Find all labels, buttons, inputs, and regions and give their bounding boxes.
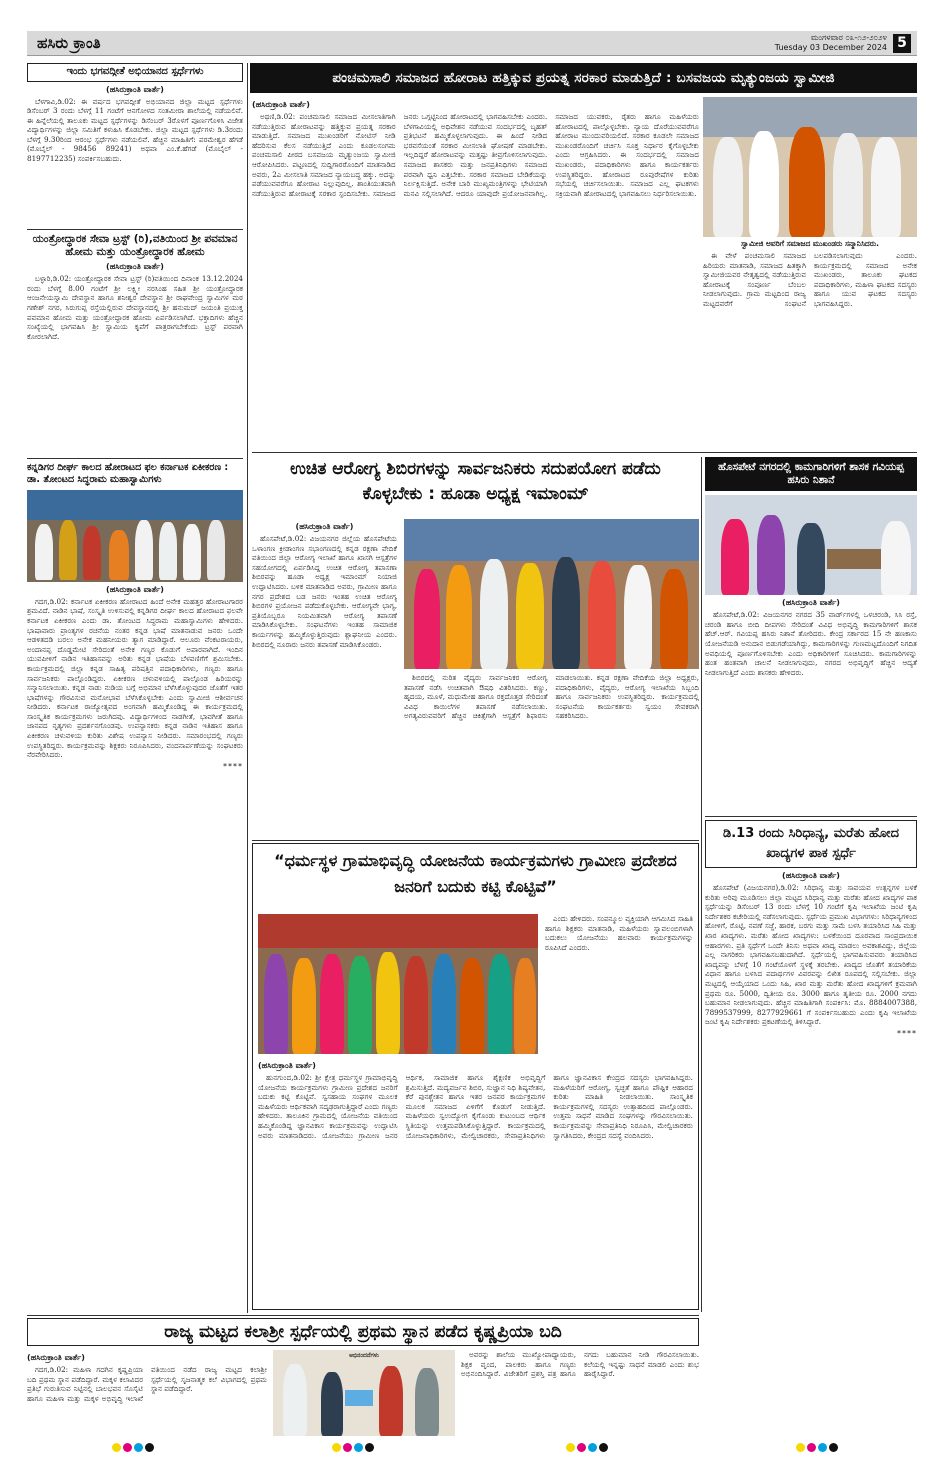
- registration-dot: [566, 1443, 575, 1452]
- photo-caption: ಸ್ವಾಮೀಜಿ ಅವರಿಗೆ ಸಮಾಜದ ಮುಖಂಡರು ಸನ್ಮಾನಿಸಿದರು.: [741, 239, 879, 248]
- person-figure: [833, 133, 863, 237]
- dharmasthala-side-column: [545, 914, 693, 1054]
- hospet-photo: [705, 495, 917, 595]
- article-body: [252, 534, 397, 649]
- person-figure: [376, 952, 400, 1054]
- paragraph: ಹೊಸಪೇಟೆ,ಡಿ.02: ವಿಜಯನಗರ ನಗರದ 35 ವಾರ್ಡ್‌ಗಳಲ್ಲಿ ಒಳಚರಂಡಿ, ಸಿಸಿ ರಸ್ತೆ, ಚರಂಡಿ ಹಾಗೂ ಬೀದಿ ದೀಪಗಳು ಸೇರಿದಂತೆ ವಿವಿಧ ಅಭಿವೃದ್ಧಿ ಕಾಮಗಾರಿಗಳಿಗೆ ಶಾಸಕ ಹೆಚ್.ಆರ್. ಗವಿಯಪ್ಪ ಹಸಿರು ನಿಶಾನೆ ತೋರಿದರು. ಕೇಂದ್ರ ಸರ್ಕಾರದ 15 ನೇ ಹಣಕಾಸು ಯೋಜನೆಯಡಿ ಅನುದಾನ ಬಿಡುಗಡೆಯಾಗಿದ್ದು, ಕಾಮಗಾರಿಗಳನ್ನು ಗುಣಮಟ್ಟದೊಂದಿಗೆ ನಿಗದಿತ ಅವಧಿಯಲ್ಲಿ ಪೂರ್ಣಗೊಳಿಸಬೇಕು ಎಂದು ಅಧಿಕಾರಿಗಳಿಗೆ ಸೂಚಿಸಿದರು. ಕಾಮಗಾರಿಗಳನ್ನು ಹಂತ ಹಂತವಾಗಿ ಚಾಲನೆ ನೀಡಲಾಗುವುದು, ನಗರದ ಅಭಿವೃದ್ಧಿಗೆ ಹೆಚ್ಚಿನ ಆದ್ಯತೆ ನೀಡಲಾಗುತ್ತಿದೆ ಎಂದು ಶಾಸಕರು ಹೇಳಿದರು.: [705, 610, 917, 677]
- registration-dot: [134, 1443, 143, 1452]
- person-figure: [881, 521, 911, 595]
- issue-date: [775, 33, 887, 53]
- masthead: [27, 31, 917, 56]
- end-mark: ****: [223, 761, 243, 771]
- person-figure: [749, 131, 779, 237]
- paragraph: ಅವರನ್ನು ಶಾಲೆಯ ಮುಖ್ಯೋಪಾಧ್ಯಾಯರು, ಶಿಕ್ಷಕ ವೃಂದ, ಪಾಲಕರು ಹಾಗೂ ಗಣ್ಯರು ಅಭಿನಂದಿಸಿದ್ದಾರೆ. ವಿಜೇತರಿಗೆ ಪ್ರಶಸ್ತಿ ಪತ್ರ ಹಾಗೂ ನಗದು ಬಹುಮಾನ ನೀಡಿ ಗೌರವಿಸಲಾಯಿತು. ಕಲೆಯಲ್ಲಿ ಇನ್ನಷ್ಟು ಸಾಧನೆ ಮಾಡಲಿ ಎಂದು ಶುಭ ಹಾರೈಸಿದ್ದಾರೆ.: [461, 1350, 699, 1379]
- byline: (ಹಸಿರುಕ್ರಾಂತಿ ವಾರ್ತೆ): [782, 871, 840, 880]
- person-figure: [797, 523, 825, 595]
- paragraph: ಶಿಬಿರದಲ್ಲಿ ನುರಿತ ವೈದ್ಯರು ಸಾರ್ವಜನಿಕರ ಆರೋಗ್ಯ ತಪಾಸಣೆ ನಡೆಸಿ ಉಚಿತವಾಗಿ ಔಷಧಿ ವಿತರಿಸಿದರು. ಕಣ್ಣು, ಹೃದಯ, ಮೂಳೆ, ಮಧುಮೇಹ ಹಾಗೂ ರಕ್ತದೊತ್ತಡ ಸೇರಿದಂತೆ ವಿವಿಧ ಕಾಯಿಲೆಗಳ ತಪಾಸಣೆ ನಡೆಸಲಾಯಿತು. ಅಗತ್ಯವಿರುವವರಿಗೆ ಹೆಚ್ಚಿನ ಚಿಕಿತ್ಸೆಗಾಗಿ ಆಸ್ಪತ್ರೆಗೆ ಶಿಫಾರಸು ಮಾಡಲಾಯಿತು. ಕನ್ನಡ ರಕ್ಷಣಾ ವೇದಿಕೆಯ ಜಿಲ್ಲಾ ಅಧ್ಯಕ್ಷರು, ಪದಾಧಿಕಾರಿಗಳು, ವೈದ್ಯರು, ಆರೋಗ್ಯ ಇಲಾಖೆಯ ಸಿಬ್ಬಂದಿ ಹಾಗೂ ಸಾರ್ವಜನಿಕರು ಉಪಸ್ಥಿತರಿದ್ದರು. ಕಾರ್ಯಕ್ರಮದಲ್ಲಿ ಸಂಘಟನೆಯ ಕಾರ್ಯಕರ್ತರು ಸ್ವಯಂ ಸೇವಕರಾಗಿ ಸಹಕರಿಸಿದರು.: [404, 673, 699, 721]
- story-health-camp: [252, 457, 699, 837]
- article-body-continued: [703, 251, 917, 310]
- person-figure: [757, 515, 785, 595]
- person-figure: [488, 954, 512, 1054]
- paper-name: ಹಸಿರು ಕ್ರಾಂತಿ: [37, 34, 101, 52]
- stage-backdrop: [404, 519, 699, 561]
- registration-dot: [829, 1443, 838, 1452]
- article-body: [27, 597, 243, 760]
- byline: (ಹಸಿರುಕ್ರಾಂತಿ ವಾರ್ತೆ): [27, 1353, 85, 1362]
- person-figure: [59, 520, 77, 580]
- paragraph: ಹೊಸಪೇಟೆ,ಡಿ.02: ವಿಜಯನಗರ ಜಿಲ್ಲೆಯ ಹೊಸಪೇಟೆಯ ಒಳಾಂಗಣ ಕ್ರೀಡಾಂಗಣ ಸಭಾಂಗಣದಲ್ಲಿ ಕನ್ನಡ ರಕ್ಷಣಾ ವೇದಿಕೆ ವತಿಯಿಂದ ಜಿಲ್ಲಾ ಆರೋಗ್ಯ ಇಲಾಖೆ ಹಾಗೂ ಖಾಸಗಿ ಆಸ್ಪತ್ರೆಗಳ ಸಹಯೋಗದಲ್ಲಿ ಏರ್ಪಡಿಸಿದ್ದ ಉಚಿತ ಆರೋಗ್ಯ ತಪಾಸಣಾ ಶಿಬಿರವನ್ನು ಹೂಡಾ ಅಧ್ಯಕ್ಷ ಇಮಾಂಮ್ ನಿಯಾಜಿ ಉದ್ಘಾಟಿಸಿದರು. ಬಳಿಕ ಮಾತನಾಡಿದ ಅವರು, ಗ್ರಾಮೀಣ ಹಾಗೂ ನಗರ ಪ್ರದೇಶದ ಬಡ ಜನರು ಇಂತಹ ಉಚಿತ ಆರೋಗ್ಯ ಶಿಬಿರಗಳ ಪ್ರಯೋಜನ ಪಡೆದುಕೊಳ್ಳಬೇಕು. ಆರೋಗ್ಯವೇ ಭಾಗ್ಯ, ಪ್ರತಿಯೊಬ್ಬರೂ ನಿಯಮಿತವಾಗಿ ಆರೋಗ್ಯ ತಪಾಸಣೆ ಮಾಡಿಸಿಕೊಳ್ಳಬೇಕು. ಸಂಘಟನೆಗಳು ಇಂತಹ ಸಾಮಾಜಿಕ ಕಾರ್ಯಗಳನ್ನು ಹಮ್ಮಿಕೊಳ್ಳುತ್ತಿರುವುದು ಶ್ಲಾಘನೀಯ ಎಂದರು. ಶಿಬಿರದಲ್ಲಿ ನೂರಾರು ಜನರು ತಪಾಸಣೆ ಮಾಡಿಸಿಕೊಂಡರು.: [252, 534, 397, 649]
- registration-dot: [145, 1443, 154, 1452]
- dharmasthala-photo: [258, 914, 538, 1054]
- article-body: [27, 97, 243, 164]
- person-figure: [292, 958, 316, 1054]
- page-number: 5: [893, 34, 911, 53]
- person-figure: [207, 520, 225, 580]
- registration-dot: [577, 1443, 586, 1452]
- lead-banner: ಪಂಚಮಸಾಲಿ ಸಮಾಜದ ಹೋರಾಟ ಹತ್ತಿಕ್ಕುವ ಪ್ರಯತ್ನ ಸರಕಾರ ಮಾಡುತ್ತಿದೆ : ಬಸವಜಯ ಮೃತ್ಯುಂಜಯ ಸ್ವಾಮೀಜಿ: [250, 63, 917, 93]
- person-figure: [283, 1364, 307, 1436]
- story-millets: [705, 820, 917, 1425]
- dharmasthala-body-block: [258, 1058, 693, 1304]
- headline: ಕನ್ನಡಿಗರ ದೀರ್ಘ ಕಾಲದ ಹೋರಾಟದ ಫಲ ಕರ್ನಾಟಕ ಏಕೀಕರಣ : ಡಾ. ತೋಂಟದ ಸಿದ್ಧರಾಮ ಮಹಾಸ್ವಾಮಿಗಳು: [27, 462, 229, 485]
- paragraph: ಬೆಳಗಾವಿ,ಡಿ.02: ಈ ವರ್ಷದ ಭಗವದ್ಗೀತೆ ಅಭಿಯಾನದ ಜಿಲ್ಲಾ ಮಟ್ಟದ ಸ್ಪರ್ಧೆಗಳು ಡಿಸೆಂಬರ್ 3 ರಂದು ಬೆಳಗ್ಗೆ 11 ಗಂಟೆಗೆ ಆನಗೋಳದ ಸಂತಮೀರಾ ಶಾಲೆಯಲ್ಲಿ ನಡೆಯಲಿವೆ. ಈ ಹಿನ್ನೆಲೆಯಲ್ಲಿ ತಾಲೂಕು ಮಟ್ಟದ ಸ್ಪರ್ಧೆಗಳನ್ನು ಡಿಸೆಂಬರ್ 3ರೊಳಗೆ ಪೂರ್ಣಗೊಳಿಸಿ ವಿಜೇತ ವಿದ್ಯಾರ್ಥಿಗಳನ್ನು ಜಿಲ್ಲಾ ಸಮಿತಿಗೆ ಕಳುಹಿಸಿ ಕೊಡಬೇಕು. ಜಿಲ್ಲಾ ಮಟ್ಟದ ಸ್ಪರ್ಧೆಗಳು ಡಿ.3ರಂದು ಬೆಳಗ್ಗೆ 9.30ರಿಂದ ಆರಂಭ ಸ್ಪರ್ಧೆಗಳು ನಡೆಯಲಿವೆ. ಹೆಚ್ಚಿನ ಮಾಹಿತಿಗೆ: ಪರಮೇಶ್ವರ ಹೆಗಡೆ (ಮೊಬೈಲ್ - 98456 89241) ಅಥವಾ ಎಂ.ಕೆ.ಹೆಗಡೆ (ಮೊಬೈಲ್ - 8197712235) ಸಂಪರ್ಕಿಸಬಹುದು.: [27, 96, 243, 164]
- person-figure: [348, 956, 372, 1054]
- divider: [252, 452, 917, 453]
- person-figure: [414, 569, 440, 669]
- person-figure: [320, 954, 344, 1054]
- person-figure: [516, 563, 544, 669]
- registration-dot: [796, 1443, 805, 1452]
- paragraph: ಗದಗ,ಡಿ.02: ಕರ್ನಾಟಕ ಏಕೀಕರಣ ಹೋರಾಟದ ಹಿಂದೆ ಅನೇಕ ಮಹತ್ತರ ಹೋರಾಟಗಾರರ ಶ್ರಮವಿದೆ. ನಾಡಿನ ಭಾಷೆ, ಸಂಸ್ಕೃತಿ ಉಳಿಸುವಲ್ಲಿ ಕನ್ನಡಿಗರ ದೀರ್ಘ ಕಾಲದ ಹೋರಾಟದ ಫಲವೇ ಕರ್ನಾಟಕ ಏಕೀಕರಣ ಎಂದು ಡಾ. ತೋಂಟದ ಸಿದ್ಧರಾಮ ಮಹಾಸ್ವಾಮಿಗಳು ಹೇಳಿದರು. ಭಾಷಾವಾರು ಪ್ರಾಂತ್ಯಗಳ ರಚನೆಯ ನಂತರ ಕನ್ನಡ ಭಾಷೆ ಮಾತನಾಡುವ ಜನರು ಒಂದೇ ಆಡಳಿತದಡಿ ಬರಲು ಅನೇಕ ಮಹನೀಯರು ತ್ಯಾಗ ಮಾಡಿದ್ದಾರೆ. ಆಲೂರು ವೆಂಕಟರಾಯರು, ಅಂದಾನಪ್ಪ ದೊಡ್ಡಮೇಟಿ ಸೇರಿದಂತೆ ಅನೇಕ ಗಣ್ಯರ ಕೊಡುಗೆ ಅಪಾರವಾಗಿದೆ. ಇಂದಿನ ಯುವಪೀಳಿಗೆ ನಾಡಿನ ಇತಿಹಾಸವನ್ನು ಅರಿತು ಕನ್ನಡ ಭಾಷೆಯ ಬೆಳವಣಿಗೆಗೆ ಶ್ರಮಿಸಬೇಕು. ಕಾರ್ಯಕ್ರಮದಲ್ಲಿ ಜಿಲ್ಲಾ ಕನ್ನಡ ಸಾಹಿತ್ಯ ಪರಿಷತ್ತಿನ ಪದಾಧಿಕಾರಿಗಳು, ಗಣ್ಯರು ಹಾಗೂ ಸಾರ್ವಜನಿಕರು ಪಾಲ್ಗೊಂಡಿದ್ದರು. ಏಕೀಕರಣ ಚಳುವಳಿಯಲ್ಲಿ ಪಾಲ್ಗೊಂಡ ಹಿರಿಯರನ್ನು ಸನ್ಮಾನಿಸಲಾಯಿತು. ಕನ್ನಡ ನಾಡು ನುಡಿಯ ಬಗ್ಗೆ ಅಭಿಮಾನ ಬೆಳೆಸಿಕೊಳ್ಳುವುದರ ಜೊತೆಗೆ ಇತರ ಭಾಷೆಗಳನ್ನು ಗೌರವಿಸುವ ಮನೋಭಾವ ಬೆಳೆಸಿಕೊಳ್ಳಬೇಕು ಎಂದು ಸ್ವಾಮೀಜಿ ಆಶೀರ್ವಚನ ನೀಡಿದರು. ಕರ್ನಾಟಕ ರಾಜ್ಯೋತ್ಸವದ ಅಂಗವಾಗಿ ಹಮ್ಮಿಕೊಂಡಿದ್ದ ಈ ಕಾರ್ಯಕ್ರಮದಲ್ಲಿ ಸಾಂಸ್ಕೃತಿಕ ಕಾರ್ಯಕ್ರಮಗಳು ಜರುಗಿದವು. ವಿದ್ಯಾರ್ಥಿಗಳಿಂದ ನಾಡಗೀತೆ, ಭಾವಗೀತೆ ಹಾಗೂ ಜಾನಪದ ನೃತ್ಯಗಳು ಪ್ರದರ್ಶನಗೊಂಡವು. ಉಪನ್ಯಾಸಕರು ಕನ್ನಡ ನಾಡಿನ ಇತಿಹಾಸ ಹಾಗೂ ಏಕೀಕರಣ ಚಳುವಳಿಯ ಕುರಿತು ವಿಶೇಷ ಉಪನ್ಯಾಸ ನೀಡಿದರು. ಸಮಾರಂಭದಲ್ಲಿ ಗಣ್ಯರು ಉಪಸ್ಥಿತರಿದ್ದರು. ಕಾರ್ಯಕ್ರಮವನ್ನು ಶಿಕ್ಷಕರು ನಿರೂಪಿಸಿದರು, ವಂದನಾರ್ಪಣೆಯನ್ನು ಸಂಘಟಕರು ನೆರವೇರಿಸಿದರು.: [27, 596, 243, 760]
- story-lead-photo-block: [703, 97, 917, 449]
- column-rule: [701, 457, 702, 1312]
- article-body-side: [545, 914, 693, 952]
- person-figure: [871, 137, 901, 237]
- article-body: [27, 1365, 267, 1403]
- person-figure: [183, 524, 201, 580]
- person-figure: [35, 524, 53, 580]
- article-body: [705, 610, 917, 677]
- registration-dot: [343, 1443, 352, 1452]
- registration-dot: [599, 1443, 608, 1452]
- registration-dot: [807, 1443, 816, 1452]
- person-figure: [159, 522, 177, 580]
- column-rule: [247, 63, 248, 1313]
- paragraph: ಹುನಗುಂದ,ಡಿ.02: ಶ್ರೀ ಕ್ಷೇತ್ರ ಧರ್ಮಸ್ಥಳ ಗ್ರಾಮಾಭಿವೃದ್ಧಿ ಯೋಜನೆಯ ಕಾರ್ಯಕ್ರಮಗಳು ಗ್ರಾಮೀಣ ಪ್ರದೇಶದ ಜನರಿಗೆ ಬದುಕು ಕಟ್ಟಿ ಕೊಟ್ಟಿವೆ. ಸ್ವಸಹಾಯ ಸಂಘಗಳ ಮೂಲಕ ಮಹಿಳೆಯರು ಆರ್ಥಿಕವಾಗಿ ಸದೃಢರಾಗುತ್ತಿದ್ದಾರೆ ಎಂದು ಗಣ್ಯರು ಹೇಳಿದರು. ತಾಲೂಕಿನ ಗ್ರಾಮದಲ್ಲಿ ಯೋಜನೆಯ ವತಿಯಿಂದ ಹಮ್ಮಿಕೊಂಡಿದ್ದ ಜ್ಞಾನವಿಕಾಸ ಕಾರ್ಯಕ್ರಮವನ್ನು ಉದ್ಘಾಟಿಸಿ ಅವರು ಮಾತನಾಡಿದರು. ಯೋಜನೆಯು ಗ್ರಾಮೀಣ ಜನರ ಆರ್ಥಿಕ, ಸಾಮಾಜಿಕ ಹಾಗೂ ಶೈಕ್ಷಣಿಕ ಅಭಿವೃದ್ಧಿಗೆ ಶ್ರಮಿಸುತ್ತಿದೆ. ಮದ್ಯವರ್ಜನ ಶಿಬಿರ, ಸುಜ್ಞಾನ ನಿಧಿ ಶಿಷ್ಯವೇತನ, ಕೆರೆ ಪುನಶ್ಚೇತನ ಹಾಗೂ ಇತರ ಜನಪರ ಕಾರ್ಯಕ್ರಮಗಳ ಮೂಲಕ ಸಮಾಜದ ಏಳಿಗೆಗೆ ಕೊಡುಗೆ ನೀಡುತ್ತಿದೆ. ಮಹಿಳೆಯರು ಸ್ವಉದ್ಯೋಗ ಕೈಗೊಂಡು ಕುಟುಂಬದ ಆರ್ಥಿಕ ಸ್ಥಿತಿಯನ್ನು ಉತ್ತಮಪಡಿಸಿಕೊಳ್ಳುತ್ತಿದ್ದಾರೆ. ಕಾರ್ಯಕ್ರಮದಲ್ಲಿ ಯೋಜನಾಧಿಕಾರಿಗಳು, ಮೇಲ್ವಿಚಾರಕರು, ಸೇವಾಪ್ರತಿನಿಧಿಗಳು ಹಾಗೂ ಜ್ಞಾನವಿಕಾಸ ಕೇಂದ್ರದ ಸದಸ್ಯರು ಭಾಗವಹಿಸಿದ್ದರು. ಮಹಿಳೆಯರಿಗೆ ಆರೋಗ್ಯ, ಸ್ವಚ್ಛತೆ ಹಾಗೂ ಪೌಷ್ಟಿಕ ಆಹಾರದ ಕುರಿತು ಮಾಹಿತಿ ನೀಡಲಾಯಿತು. ಸಾಂಸ್ಕೃತಿಕ ಕಾರ್ಯಕ್ರಮಗಳಲ್ಲಿ ಸದಸ್ಯರು ಉತ್ಸಾಹದಿಂದ ಪಾಲ್ಗೊಂಡರು. ಉತ್ತಮ ಸಾಧನೆ ಮಾಡಿದ ಸಂಘಗಳನ್ನು ಗೌರವಿಸಲಾಯಿತು. ಕಾರ್ಯಕ್ರಮವನ್ನು ಸೇವಾಪ್ರತಿನಿಧಿ ನಿರೂಪಿಸಿ, ಮೇಲ್ವಿಚಾರಕರು ಸ್ವಾಗತಿಸಿದರು, ಕೇಂದ್ರದ ಸದಸ್ಯೆ ವಂದಿಸಿದರು.: [258, 1073, 693, 1140]
- paragraph: ಬಳ್ಳಾರಿ,ಡಿ.02: ಯಂತ್ರೋದ್ಧಾರಕ ಸೇವಾ ಟ್ರಸ್ಟ್ (ರಿ)ವತಿಯಿಂದ ದಿನಾಂಕ 13.12.2024 ರಂದು ಬೆಳಗ್ಗೆ 8.00 ಗಂಟೆಗೆ ಶ್ರೀ ಲಕ್ಷ್ಮೀ ನರಸಿಂಹ ಸಹಿತ ಶ್ರೀ ಯಂತ್ರೋದ್ಧಾರಕ ಆಂಜನೇಯಸ್ವಾಮಿ ದೇವಸ್ಥಾನ ಹಾಗೂ ಶನೀಶ್ವರ ದೇವಸ್ಥಾನ ಶ್ರೀ ರಾಘವೇಂದ್ರ ಸ್ವಾಮಿಗಳ ಮಠ ಗಣೇಶ್ ನಗರ, ಸಿರುಗುಪ್ಪ ರಸ್ತೆಯಲ್ಲಿರುವ ದೇವಸ್ಥಾನದಲ್ಲಿ ಶ್ರೀ ಹನುಮದ್ ಜಯಂತಿ ಪ್ರಯುಕ್ತ ಪವಮಾನ ಹೋಮ ಮತ್ತು ಯಂತ್ರೋದ್ಧಾರಕ ಹೋಮ ಏರ್ಪಡಿಸಲಾಗಿದೆ. ಭಕ್ತಾದಿಗಳು ಹೆಚ್ಚಿನ ಸಂಖ್ಯೆಯಲ್ಲಿ ಭಾಗವಹಿಸಿ ಶ್ರೀ ಸ್ವಾಮಿಯ ಕೃಪೆಗೆ ಪಾತ್ರರಾಗಬೇಕೆಂದು ಟ್ರಸ್ಟ್ ಪರವಾಗಿ ಕೋರಲಾಗಿದೆ.: [27, 274, 243, 341]
- byline: (ಹಸಿರುಕ್ರಾಂತಿ ವಾರ್ತೆ): [782, 598, 840, 608]
- byline: (ಹಸಿರುಕ್ರಾಂತಿ ವಾರ್ತೆ): [106, 584, 164, 594]
- paragraph: ಹೊಸಪೇಟೆ (ವಿಜಯನಗರ),ಡಿ.02: ಸಿರಿಧಾನ್ಯ ಮತ್ತು ಸಾವಯವ ಉತ್ಪನ್ನಗಳ ಬಳಕೆ ಕುರಿತು ಅರಿವು ಮೂಡಿಸಲು ಜಿಲ್ಲಾ ಮಟ್ಟದ ಸಿರಿಧಾನ್ಯ ಮತ್ತು ಮರೆತು ಹೋದ ಖಾದ್ಯಗಳ ಪಾಕ ಸ್ಪರ್ಧೆಯನ್ನು ಡಿಸೆಂಬರ್ 13 ರಂದು ಬೆಳಗ್ಗೆ 10 ಗಂಟೆಗೆ ಕೃಷಿ ಇಲಾಖೆಯ ಜಂಟಿ ಕೃಷಿ ನಿರ್ದೇಶಕರ ಕಚೇರಿಯಲ್ಲಿ ನಡೆಸಲಾಗುವುದು. ಸ್ಪರ್ಧೆಯ ಪ್ರಮುಖ ವಿಭಾಗಗಳು: ಸಿರಿಧಾನ್ಯಗಳಿಂದ ಹೋಳಿಗೆ, ರೊಟ್ಟಿ, ನವಣೆ ಸಜ್ಜೆ, ಹಾರಕ, ಬರಗು ಮತ್ತು ಸಾಮೆ ಬಳಸಿ ತಯಾರಿಸಿದ ಸಿಹಿ ಮತ್ತು ಖಾರ ಖಾದ್ಯಗಳು. ಮರೆತು ಹೋದ ಖಾದ್ಯಗಳು: ಬಳಕೆಯಿಂದ ದೂರವಾದ ಸಾಂಪ್ರದಾಯಿಕ ಆಹಾರಗಳು. ಪ್ರತಿ ಸ್ಪರ್ಧೆಗೆ ಒಂದೇ ತಿನಿಸು ಅಥವಾ ಖಾದ್ಯ ಮಾಡಲು ಅವಕಾಶವಿದ್ದು, ಜಿಲ್ಲೆಯ ಎಲ್ಲ ನಾಗರಿಕರು ಭಾಗವಹಿಸಬಹುದಾಗಿದೆ. ಸ್ಪರ್ಧೆಯಲ್ಲಿ ಭಾಗವಹಿಸುವವರು ತಯಾರಿಸಿದ ಖಾದ್ಯವನ್ನು ಬೆಳಗ್ಗೆ 10 ಗಂಟೆಯೊಳಗೆ ಸ್ಥಳಕ್ಕೆ ತರಬೇಕು. ಖಾದ್ಯದ ಜೊತೆಗೆ ತಯಾರಿಕೆಯ ವಿಧಾನ ಹಾಗೂ ಬಳಸಿದ ಪದಾರ್ಥಗಳ ವಿವರವನ್ನು ಲಿಖಿತ ರೂಪದಲ್ಲಿ ಸಲ್ಲಿಸಬೇಕು. ಜಿಲ್ಲಾ ಮಟ್ಟದಲ್ಲಿ ಆಯ್ಕೆಯಾದ ಒಂದು ಸಿಹಿ, ಖಾರ ಮತ್ತು ಮರೆತು ಹೋದ ಖಾದ್ಯಗಳಿಗೆ ಕ್ರಮವಾಗಿ ಪ್ರಥಮ ರೂ. 5000, ದ್ವಿತೀಯ ರೂ. 3000 ಹಾಗೂ ತೃತೀಯ ರೂ. 2000 ನಗದು ಬಹುಮಾನ ನೀಡಲಾಗುವುದು. ಹೆಚ್ಚಿನ ಮಾಹಿತಿಗಾಗಿ ಸಂಪರ್ಕಿಸಿ: ಮೊ. 8884007388, 7899537999, 8277929661 ಗೆ ಸಂಪರ್ಕಿಸಬಹುದು ಎಂದು ಕೃಷಿ ಇಲಾಖೆಯ ಜಂಟಿ ಕೃಷಿ ನಿರ್ದೇಶಕರು ಪ್ರಕಟಣೆಯಲ್ಲಿ ತಿಳಿಸಿದ್ದಾರೆ.: [705, 883, 917, 1027]
- registration-dot: [354, 1443, 363, 1452]
- event-photo: [27, 490, 243, 582]
- byline: (ಹಸಿರುಕ್ರಾಂತಿ ವಾರ್ತೆ): [106, 84, 164, 94]
- person-figure: [446, 565, 472, 669]
- person-figure: [264, 954, 288, 1054]
- divider: [27, 1315, 699, 1316]
- byline: (ಹಸಿರುಕ್ರಾಂತಿ ವಾರ್ತೆ): [252, 100, 310, 109]
- headline: “ಧರ್ಮಸ್ಥಳ ಗ್ರಾಮಾಭಿವೃದ್ಧಿ ಯೋಜನೆಯ ಕಾರ್ಯಕ್ರಮಗಳು ಗ್ರಾಮೀಣ ಪ್ರದೇಶದ ಜನರಿಗೆ ಬದುಕು ಕಟ್ಟಿ ಕೊಟ್ಟಿವೆ”: [274, 851, 677, 896]
- person-figure: [135, 520, 153, 580]
- story-hospet: [705, 457, 917, 814]
- person-figure: [404, 956, 428, 1054]
- divider: [705, 816, 917, 817]
- certificate: [345, 1390, 373, 1406]
- paragraph: ಗದಗ,ಡಿ.02: ಮಹಿಳಾ ಗದಗಿನ ಕೃಷ್ಣಪ್ರಿಯಾ ಬದಿ ಪ್ರಥಮ ಸ್ಥಾನ ಪಡೆದಿದ್ದಾರೆ. ಮಕ್ಕಳ ಕಲಾವಿದರ ಪ್ರತಿಭೆ ಗುರುತಿಸುವ ನಿಟ್ಟಿನಲ್ಲಿ ಬಾಲಭವನ ಸೊಸೈಟಿ ಹಾಗೂ ಮಹಿಳಾ ಮತ್ತು ಮಕ್ಕಳ ಅಭಿವೃದ್ಧಿ ಇಲಾಖೆ ವತಿಯಿಂದ ನಡೆದ ರಾಜ್ಯ ಮಟ್ಟದ ಕಲಾಶ್ರೀ ಸ್ಪರ್ಧೆಯಲ್ಲಿ ಸೃಜನಾತ್ಮಕ ಕಲೆ ವಿಭಾಗದಲ್ಲಿ ಪ್ರಥಮ ಸ್ಥಾನ ಪಡೆದಿದ್ದಾರೆ.: [27, 1365, 267, 1403]
- krishnapriya-photo: [273, 1350, 455, 1436]
- krishnapriya-left-column: [27, 1350, 267, 1436]
- byline: (ಹಸಿರುಕ್ರಾಂತಿ ವಾರ್ತೆ): [295, 522, 354, 531]
- headline: ಉಚಿತ ಆರೋಗ್ಯ ಶಿಬಿರಗಳನ್ನು ಸಾರ್ವಜನಿಕರು ಸದುಪಯೋಗ ಪಡೆದು ಕೊಳ್ಳಬೇಕು : ಹೂಡಾ ಅಧ್ಯಕ್ಷ ಇಮಾಂಮ್: [290, 459, 661, 504]
- headline: ಯಂತ್ರೋದ್ಧಾರಕ ಸೇವಾ ಟ್ರಸ್ಟ್ (ರಿ),ವತಿಯಿಂದ ಶ್ರೀ ಪವಮಾನ ಹೋಮ ಮತ್ತು ಯಂತ್ರೋದ್ಧಾರಕ ಹೋಮ: [32, 233, 238, 259]
- person-figure: [83, 526, 101, 580]
- person-figure: [379, 1366, 403, 1436]
- story-lead: [252, 97, 699, 449]
- paragraph: ಈ ವೇಳೆ ಪಂಚಮಸಾಲಿ ಸಮಾಜದ ಹಿರಿಯರು ಮಾತನಾಡಿ, ಸಮಾಜದ ಹಿತಕ್ಕಾಗಿ ಸ್ವಾಮೀಜಿಯವರ ನೇತೃತ್ವದಲ್ಲಿ ನಡೆಯುತ್ತಿರುವ ಹೋರಾಟಕ್ಕೆ ಸಂಪೂರ್ಣ ಬೆಂಬಲ ನೀಡಲಾಗುವುದು. ಗ್ರಾಮ ಮಟ್ಟದಿಂದ ರಾಜ್ಯ ಮಟ್ಟದವರೆಗೆ ಸಂಘಟನೆ ಬಲಪಡಿಸಲಾಗುವುದು ಎಂದರು. ಕಾರ್ಯಕ್ರಮದಲ್ಲಿ ಸಮಾಜದ ಅನೇಕ ಮುಖಂಡರು, ತಾಲೂಕು ಘಟಕದ ಪದಾಧಿಕಾರಿಗಳು, ಮಹಿಳಾ ಘಟಕದ ಸದಸ್ಯರು ಹಾಗೂ ಯುವ ಘಟಕದ ಸದಸ್ಯರು ಭಾಗವಹಿಸಿದ್ದರು.: [703, 251, 917, 308]
- story-gita: [27, 63, 243, 227]
- photo-header-text: ಅಭಿನಂದನೆಗಳು: [349, 1352, 379, 1359]
- person-figure: [321, 1372, 343, 1436]
- health-left-column: [252, 519, 397, 837]
- person-figure: [713, 137, 743, 237]
- article-body: [705, 883, 917, 1027]
- story-yantrodharaka: [27, 233, 243, 455]
- health-right-column: [404, 673, 699, 837]
- issue-date-english: Tuesday 03 December 2024: [774, 43, 887, 52]
- person-figure: [721, 519, 749, 595]
- headline: ಡಿ.13 ರಂದು ಸಿರಿಧಾನ್ಯ, ಮರೆತು ಹೋದ ಖಾದ್ಯಗಳ ಪಾಕ ಸ್ಪರ್ಧೆ: [705, 820, 917, 868]
- headline: ರಾಜ್ಯ ಮಟ್ಟದ ಕಲಾಶ್ರೀ ಸ್ಪರ್ಧೆಯಲ್ಲಿ ಪ್ರಥಮ ಸ್ಥಾನ ಪಡೆದ ಕೃಷ್ಣಪ್ರಿಯಾ ಬದಿ: [27, 1318, 699, 1346]
- registration-dot: [818, 1443, 827, 1452]
- person-figure: [480, 559, 508, 669]
- divider: [27, 229, 243, 230]
- desk: [827, 549, 887, 569]
- person-figure: [660, 569, 688, 669]
- registration-dot: [123, 1443, 132, 1452]
- headline: ಹೊಸಪೇಟೆ ನಗರದಲ್ಲಿ ಕಾಮಗಾರಿಗಳಿಗೆ ಶಾಸಕ ಗವಿಯಪ್ಪ ಹಸಿರು ನಿಶಾನೆ: [705, 457, 917, 491]
- stage-backdrop: [258, 914, 538, 948]
- registration-dot: [365, 1443, 374, 1452]
- end-mark: ****: [897, 1028, 917, 1038]
- swamiji-figure: [789, 127, 825, 237]
- person-figure: [624, 565, 652, 669]
- byline: (ಹಸಿರುಕ್ರಾಂತಿ ವಾರ್ತೆ): [258, 1061, 316, 1070]
- byline: (ಹಸಿರುಕ್ರಾಂತಿ ವಾರ್ತೆ): [106, 262, 164, 272]
- headline: ಇಂದು ಭಗವದ್ಗೀತೆ ಅಭಿಯಾನದ ಸ್ಪರ್ಧೆಗಳು: [27, 63, 243, 82]
- paragraph: ಅಥಣಿ,ಡಿ.02: ಪಂಚಮಸಾಲಿ ಸಮಾಜದ ಮೀಸಲಾತಿಗಾಗಿ ನಡೆಯುತ್ತಿರುವ ಹೋರಾಟವನ್ನು ಹತ್ತಿಕ್ಕುವ ಪ್ರಯತ್ನ ಸರಕಾರ ಮಾಡುತ್ತಿದೆ. ಸಮಾಜದ ಮುಖಂಡರಿಗೆ ನೋಟಿಸ್ ನೀಡಿ ಹೆದರಿಸುವ ಕೆಲಸ ನಡೆಯುತ್ತಿದೆ ಎಂದು ಕೂಡಲಸಂಗಮ ಪಂಚಮಸಾಲಿ ಪೀಠದ ಬಸವಜಯ ಮೃತ್ಯುಂಜಯ ಸ್ವಾಮೀಜಿ ಆರೋಪಿಸಿದರು. ಪಟ್ಟಣದಲ್ಲಿ ಸುದ್ದಿಗಾರರೊಂದಿಗೆ ಮಾತನಾಡಿದ ಅವರು, 2ಎ ಮೀಸಲಾತಿ ಸಮಾಜದ ನ್ಯಾಯಬದ್ಧ ಹಕ್ಕು. ಅದನ್ನು ಪಡೆಯುವವರೆಗೂ ಹೋರಾಟ ನಿಲ್ಲುವುದಿಲ್ಲ. ಶಾಂತಿಯುತವಾಗಿ ನಡೆಯುತ್ತಿರುವ ಹೋರಾಟಕ್ಕೆ ಸರಕಾರ ಸ್ಪಂದಿಸಬೇಕು. ಸಮಾಜದ ಜನರು ಒಗ್ಗಟ್ಟಿನಿಂದ ಹೋರಾಟದಲ್ಲಿ ಭಾಗವಹಿಸಬೇಕು ಎಂದರು. ಬೆಳಗಾವಿಯಲ್ಲಿ ಅಧಿವೇಶನ ನಡೆಯುವ ಸಂದರ್ಭದಲ್ಲಿ ಬೃಹತ್ ಪ್ರತಿಭಟನೆ ಹಮ್ಮಿಕೊಳ್ಳಲಾಗುವುದು. ಈ ಹಿಂದೆ ನೀಡಿದ ಭರವಸೆಯಂತೆ ಸರಕಾರ ಮೀಸಲಾತಿ ಘೋಷಣೆ ಮಾಡಬೇಕು. ಇಲ್ಲದಿದ್ದರೆ ಹೋರಾಟವನ್ನು ಮತ್ತಷ್ಟು ತೀವ್ರಗೊಳಿಸಲಾಗುವುದು. ಸಮಾಜದ ಶಾಸಕರು ಮತ್ತು ಜನಪ್ರತಿನಿಧಿಗಳು ಸಮಾಜದ ಪರವಾಗಿ ಧ್ವನಿ ಎತ್ತಬೇಕು. ಸರಕಾರ ಸಮಾಜದ ಬೇಡಿಕೆಯನ್ನು ನಿರ್ಲಕ್ಷಿಸುತ್ತಿದೆ. ಅನೇಕ ಬಾರಿ ಮುಖ್ಯಮಂತ್ರಿಗಳನ್ನು ಭೇಟಿಯಾಗಿ ಮನವಿ ಸಲ್ಲಿಸಲಾಗಿದೆ. ಆದರೂ ಯಾವುದೇ ಪ್ರಯೋಜನವಾಗಿಲ್ಲ. ಸಮಾಜದ ಯುವಕರು, ರೈತರು ಹಾಗೂ ಮಹಿಳೆಯರು ಹೋರಾಟದಲ್ಲಿ ಪಾಲ್ಗೊಳ್ಳಬೇಕು. ನ್ಯಾಯ ದೊರೆಯುವವರೆಗೂ ಹೋರಾಟ ಮುಂದುವರಿಯಲಿದೆ. ಸರಕಾರ ಕೂಡಲೇ ಸಮಾಜದ ಮುಖಂಡರೊಂದಿಗೆ ಚರ್ಚಿಸಿ ಸೂಕ್ತ ನಿರ್ಧಾರ ಕೈಗೊಳ್ಳಬೇಕು ಎಂದು ಆಗ್ರಹಿಸಿದರು. ಈ ಸಂದರ್ಭದಲ್ಲಿ ಸಮಾಜದ ಮುಖಂಡರು, ಪದಾಧಿಕಾರಿಗಳು ಹಾಗೂ ಕಾರ್ಯಕರ್ತರು ಉಪಸ್ಥಿತರಿದ್ದರು. ಹೋರಾಟದ ರೂಪುರೇಷೆಗಳ ಕುರಿತು ಸಭೆಯಲ್ಲಿ ಚರ್ಚಿಸಲಾಯಿತು. ಸಮಾಜದ ಎಲ್ಲ ಘಟಕಗಳು ಸಕ್ರಿಯವಾಗಿ ಹೋರಾಟದಲ್ಲಿ ಭಾಗವಹಿಸಲು ನಿರ್ಧರಿಸಲಾಯಿತು.: [252, 112, 699, 198]
- krishnapriya-right-column: [461, 1350, 699, 1436]
- paragraph: ಎಂದು ಹೇಳಿದರು. ಸಂಪನ್ಮೂಲ ವ್ಯಕ್ತಿಯಾಗಿ ಆಗಮಿಸಿದ ಸಾಹಿತಿ ಹಾಗೂ ಶಿಕ್ಷಕರು ಮಾತನಾಡಿ, ಮಹಿಳೆಯರು ಸ್ವಾವಲಂಬಿಗಳಾಗಿ ಬದುಕಲು ಯೋಜನೆಯು ಹಲವಾರು ಕಾರ್ಯಕ್ರಮಗಳನ್ನು ರೂಪಿಸಿದೆ ಎಂದರು.: [545, 914, 693, 952]
- print-registration-marks: [0, 1440, 945, 1456]
- person-figure: [588, 561, 616, 669]
- article-body-continued: [404, 673, 699, 722]
- story-dikshit: [27, 462, 243, 1310]
- person-figure: [514, 958, 536, 1054]
- article-body: [252, 112, 699, 199]
- article-body-continued: [461, 1350, 699, 1380]
- article-body: [258, 1073, 693, 1141]
- story-dharmasthala: [252, 843, 699, 1310]
- stage-backdrop: [27, 490, 243, 520]
- article-body: [27, 274, 243, 341]
- divider: [27, 458, 243, 459]
- story-krishnapriya: [27, 1318, 699, 1436]
- registration-dot: [588, 1443, 597, 1452]
- person-figure: [432, 954, 456, 1054]
- lead-photo: [703, 97, 917, 237]
- issue-date-kannada: ಮಂಗಳವಾರ ೦೩-೧೨-೨೦೨೪: [810, 33, 887, 42]
- person-figure: [109, 530, 129, 580]
- person-figure: [460, 958, 484, 1054]
- health-camp-photo: [404, 519, 699, 669]
- registration-dot: [332, 1443, 341, 1452]
- person-figure: [552, 557, 580, 669]
- person-figure: [415, 1368, 439, 1436]
- registration-dot: [112, 1443, 121, 1452]
- divider: [252, 840, 699, 841]
